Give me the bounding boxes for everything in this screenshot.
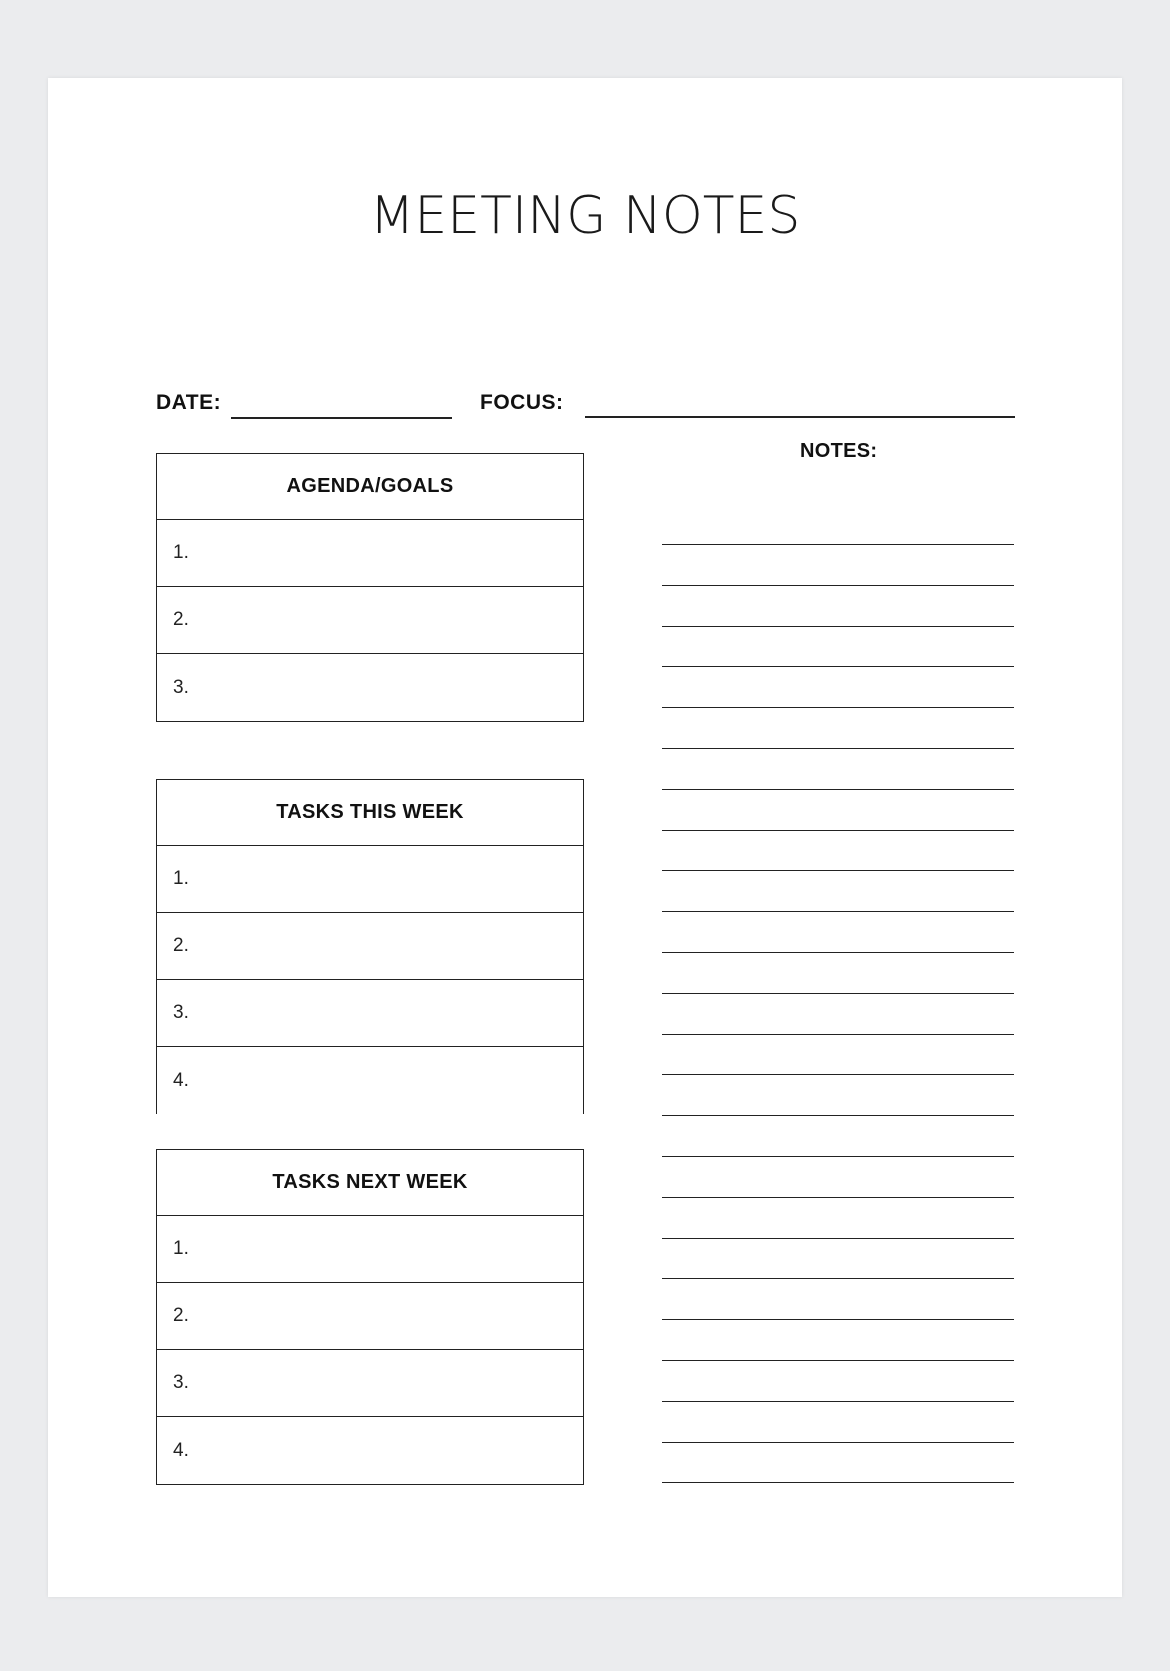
notes-heading: NOTES: <box>800 440 878 462</box>
note-line[interactable] <box>662 1159 1014 1198</box>
note-line[interactable] <box>662 1404 1014 1443</box>
row-number: 2. <box>173 1305 189 1326</box>
note-line[interactable] <box>662 506 1014 545</box>
note-line[interactable] <box>662 873 1014 912</box>
task-row[interactable] <box>157 1216 583 1283</box>
page-title: MEETING NOTES <box>369 186 801 246</box>
note-line[interactable] <box>662 1118 1014 1157</box>
row-number: 2. <box>173 609 189 630</box>
agenda-table <box>156 453 584 722</box>
notes-lines[interactable] <box>662 506 1014 1483</box>
row-number: 4. <box>173 1069 189 1091</box>
tasks-next-week-heading: TASKS NEXT WEEK <box>157 1150 583 1216</box>
planner-sheet <box>48 78 1122 1597</box>
note-line[interactable] <box>662 1036 1014 1075</box>
note-line[interactable] <box>662 1200 1014 1239</box>
task-row[interactable] <box>157 1047 583 1114</box>
focus-field[interactable] <box>585 416 1015 418</box>
note-line[interactable] <box>662 710 1014 749</box>
note-line[interactable] <box>662 832 1014 871</box>
date-label: DATE: <box>156 391 222 414</box>
task-row[interactable] <box>157 846 583 913</box>
note-line[interactable] <box>662 588 1014 627</box>
note-line[interactable] <box>662 751 1014 790</box>
note-line[interactable] <box>662 996 1014 1035</box>
date-field[interactable] <box>231 417 452 419</box>
row-number: 1. <box>173 542 189 563</box>
row-number: 3. <box>173 1372 189 1393</box>
tasks-this-week-table <box>156 779 584 1114</box>
row-number: 2. <box>173 935 189 956</box>
row-number: 3. <box>173 676 189 698</box>
note-line[interactable] <box>662 955 1014 994</box>
row-number: 3. <box>173 1002 189 1023</box>
task-row[interactable] <box>157 980 583 1047</box>
note-line[interactable] <box>662 669 1014 708</box>
note-line[interactable] <box>662 1322 1014 1361</box>
note-line[interactable] <box>662 1444 1014 1483</box>
tasks-this-week-heading: TASKS THIS WEEK <box>157 780 583 846</box>
row-number: 1. <box>173 868 189 889</box>
agenda-row[interactable] <box>157 587 583 654</box>
task-row[interactable] <box>157 1350 583 1417</box>
note-line[interactable] <box>662 792 1014 831</box>
agenda-row[interactable] <box>157 654 583 721</box>
agenda-row[interactable] <box>157 520 583 587</box>
note-line[interactable] <box>662 1281 1014 1320</box>
note-line[interactable] <box>662 1240 1014 1279</box>
task-row[interactable] <box>157 1283 583 1350</box>
note-line[interactable] <box>662 1363 1014 1402</box>
row-number: 4. <box>173 1439 189 1461</box>
note-line[interactable] <box>662 914 1014 953</box>
task-row[interactable] <box>157 913 583 980</box>
tasks-next-week-table <box>156 1149 584 1485</box>
note-line[interactable] <box>662 547 1014 586</box>
task-row[interactable] <box>157 1417 583 1484</box>
note-line[interactable] <box>662 628 1014 667</box>
agenda-heading: AGENDA/GOALS <box>157 454 583 520</box>
note-line[interactable] <box>662 1077 1014 1116</box>
focus-label: FOCUS: <box>480 391 564 414</box>
row-number: 1. <box>173 1238 189 1259</box>
